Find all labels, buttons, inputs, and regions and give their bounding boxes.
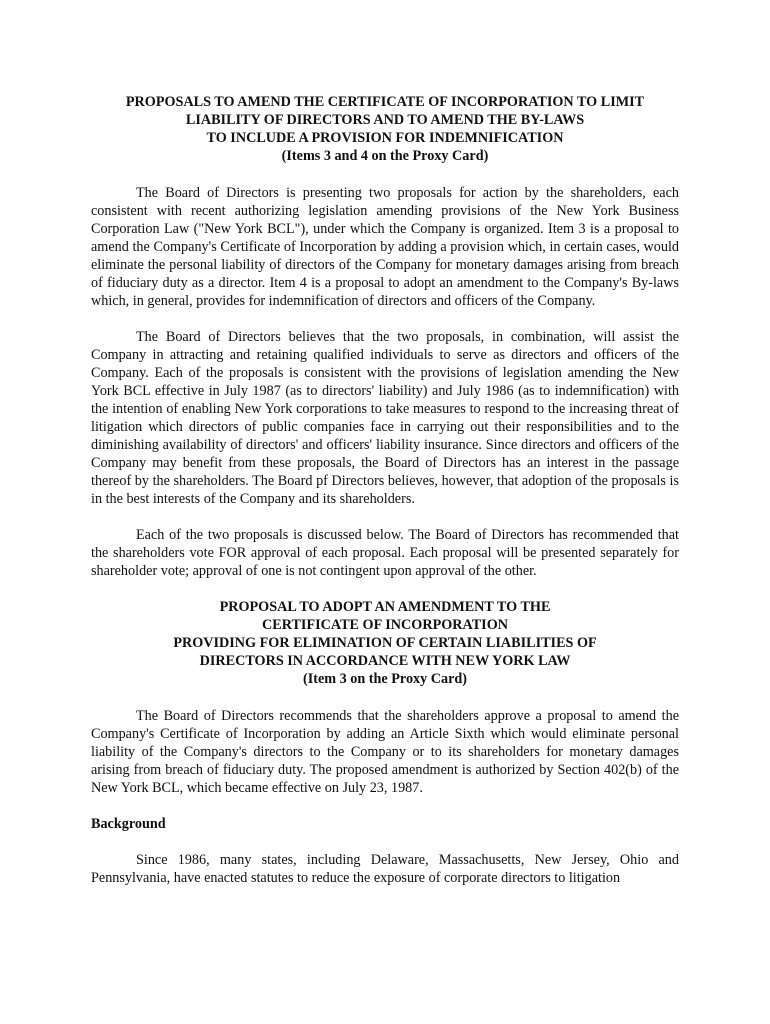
section-heading-line-2: CERTIFICATE OF INCORPORATION (262, 617, 508, 633)
section-heading-line-1: PROPOSAL TO ADOPT AN AMENDMENT TO THE (219, 599, 551, 615)
background-subheading: Background (91, 816, 166, 832)
main-heading (91, 93, 679, 165)
section-heading-line-3: PROVIDING FOR ELIMINATION OF CERTAIN LIABILITIES OF (173, 635, 597, 651)
main-heading-line-3: TO INCLUDE A PROVISION FOR INDEMNIFICATION (206, 130, 564, 146)
main-heading-line-1: PROPOSALS TO AMEND THE CERTIFICATE OF INCORPORATION TO LIMIT (125, 94, 645, 110)
recommendation-paragraph: The Board of Directors recommends that the shareholders approve a proposal to amend the Company's Certificate of Incorporation by adding an Article Sixth which would eliminate personal liability of the Company's directors to the Company or to its shareholders for monetary damages arising from breach of fiduciary duty. The proposed amendment is authorized by Section 402(b) of the New York BCL, which became effective on July 23, 1987. (91, 708, 679, 796)
intro-paragraph: The Board of Directors is presenting two proposals for action by the shareholders, each consistent with recent authorizing legislation amending provisions of the New York Business Corporation Law ("New York BCL"), under which the Company is organized. Item 3 is a proposal to amend the Company's Certificate of Incorporation by adding a provision which, in certain cases, would eliminate the personal liability of directors of the Company for monetary damages arising from breach of fiduciary duty as a director. Item 4 is a proposal to adopt an amendment to the Company's By-laws which, in general, provides for indemnification of directors and officers of the Company. (91, 185, 679, 309)
main-heading-line-4: (Items 3 and 4 on the Proxy Card) (281, 148, 489, 164)
section-heading-line-5: (Item 3 on the Proxy Card) (302, 671, 468, 687)
section-heading (91, 598, 679, 688)
background-paragraph: Since 1986, many states, including Delaware, Massachusetts, New Jersey, Ohio and Pennsylvania, have enacted statutes to reduce the exposure of corporate directors to litigation (91, 852, 679, 886)
main-heading-line-2: LIABILITY OF DIRECTORS AND TO AMEND THE BY-LAWS (185, 112, 585, 128)
discussion-paragraph: Each of the two proposals is discussed below. The Board of Directors has recommended that the shareholders vote FOR approval of each proposal. Each proposal will be presented separately for shareholder vote; approval of one is not contingent upon approval of the other. (91, 527, 679, 579)
section-heading-line-4: DIRECTORS IN ACCORDANCE WITH NEW YORK LAW (199, 653, 571, 669)
document-page (91, 93, 679, 887)
belief-paragraph: The Board of Directors believes that the two proposals, in combination, will assist the Company in attracting and retaining qualified individuals to serve as directors and officers of the Company. Each of the proposals is consistent with the provisions of legislation amending the New York BCL effective in July 1987 (as to directors' liability) and July 1986 (as to indemnification) with the intention of enabling New York corporations to take measures to respond to the increasing threat of litigation which directors of public companies face in carrying out their responsibilities and to the diminishing availability of directors' and officers' liability insurance. Since directors and officers of the Company may benefit from these proposals, the Board of Directors has an interest in the passage thereof by the shareholders. The Board pf Directors believes, however, that adoption of the proposals is in the best interests of the Company and its shareholders. (91, 329, 679, 507)
